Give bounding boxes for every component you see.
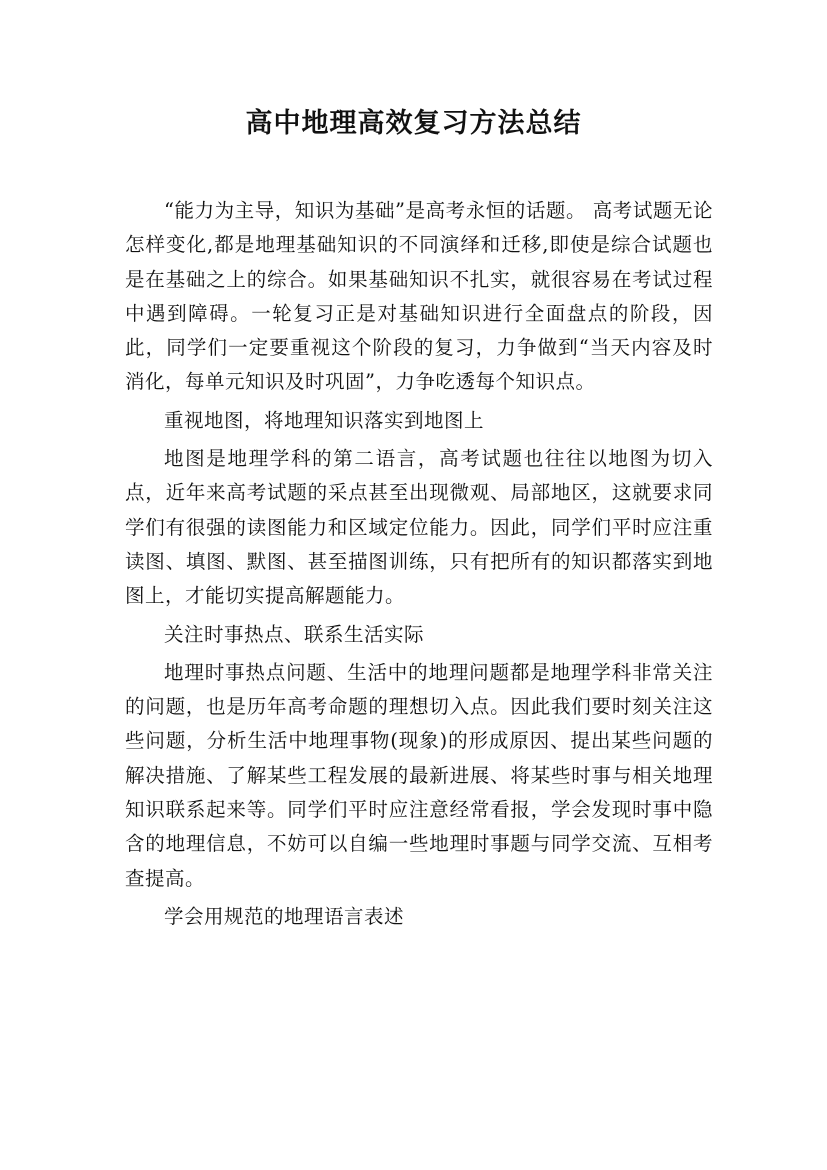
document-body <box>125 194 713 938</box>
section-heading: 重视地图，将地理知识落实到地图上 <box>164 408 485 432</box>
section-heading: 关注时事热点、联系生活实际 <box>164 622 425 646</box>
section-heading: 学会用规范的地理语言表述 <box>164 904 405 928</box>
body-paragraph: 地图是地理学科的第二语言，高考试题也往往以地图为切入点，近年来高考试题的采点甚至出现微观、局部地区，这就要求同学们有很强的读图能力和区域定位能力。因此，同学们平时应注重读图、填图、默图、甚至描图训练，只有把所有的知识都落实到地图上，才能切实提高解题能力。 <box>125 447 713 608</box>
document-title: 高中地理高效复习方法总结 <box>245 108 582 139</box>
body-paragraph: “能力为主导，知识为基础”是高考永恒的话题。 高考试题无论怎样变化,都是地理基础知识的不同演绎和迁移,即使是综合试题也是在基础之上的综合。如果基础知识不扎实，就很容易在考试过程中遇到障碍。一轮复习正是对基础知识进行全面盘点的阶段，因此，同学们一定要重视这个阶段的复习，力争做到“当天内容及时消化，每单元知识及时巩固”，力争吃透每个知识点。 <box>125 199 713 394</box>
body-paragraph: 地理时事热点问题、生活中的地理问题都是地理学科非常关注的问题，也是历年高考命题的理想切入点。因此我们要时刻关注这些问题，分析生活中地理事物(现象)的形成原因、提出某些问题的解决措施、了解某些工程发展的最新进展、将某些时事与相关地理知识联系起来等。同学们平时应注意经常看报，学会发现时事中隐含的地理信息，不妨可以自编一些地理时事题与同学交流、互相考查提高。 <box>125 660 713 890</box>
